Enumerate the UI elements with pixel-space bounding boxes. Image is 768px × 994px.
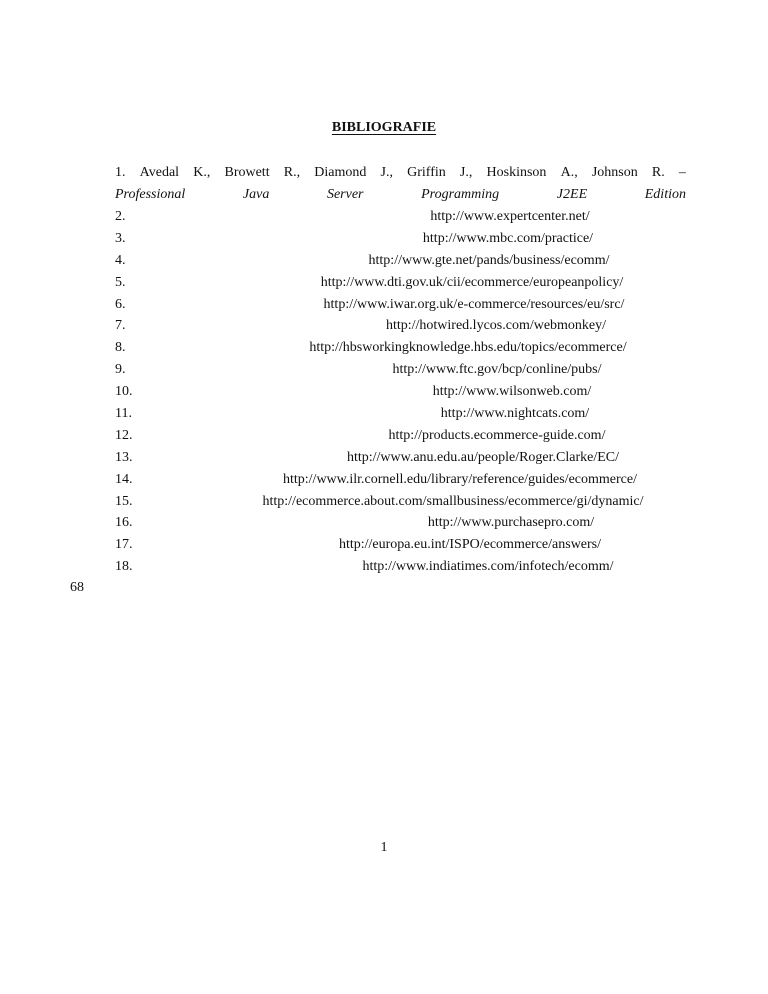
bibliography-entry	[115, 315, 715, 337]
bibliography-entry	[115, 381, 715, 403]
entry-url-link[interactable]: http://europa.eu.int/ISPO/ecommerce/answers/	[338, 537, 602, 553]
entry-1-work-word: Programming	[421, 187, 500, 202]
entry-1-author-word: A.,	[560, 165, 578, 180]
entry-number: 9.	[115, 362, 126, 378]
entry-number: 18.	[115, 559, 133, 575]
bibliography-entry	[115, 534, 715, 556]
entry-1-author-word: –	[678, 165, 686, 180]
bibliography-entry	[115, 294, 715, 316]
bibliography-list	[115, 206, 715, 578]
entry-1-work-word: Server	[326, 187, 364, 202]
page-title-text: BIBLIOGRAFIE	[331, 120, 437, 135]
entry-1-work-title	[115, 184, 686, 206]
entry-url-link[interactable]: http://hbsworkingknowledge.hbs.edu/topics/ecommerce/	[309, 340, 627, 356]
bibliography-entry	[115, 403, 715, 425]
entry-1-work-word: Edition	[644, 187, 686, 202]
page-number: 1	[380, 840, 388, 855]
entry-number: 5.	[115, 274, 126, 290]
entry-url-link[interactable]: http://products.ecommerce-guide.com/	[388, 427, 606, 443]
bibliography-entry	[115, 556, 715, 578]
entry-number: 12.	[115, 427, 133, 443]
entry-url-link[interactable]: http://www.anu.edu.au/people/Roger.Clarke/EC/	[346, 449, 620, 465]
entry-1-author-word: R.,	[283, 165, 301, 180]
bibliography-entry	[115, 447, 715, 469]
bibliography-entry	[115, 425, 715, 447]
bibliography-entry	[115, 272, 715, 294]
entry-number: 15.	[115, 493, 133, 509]
entry-number: 13.	[115, 449, 133, 465]
entry-1-authors-line	[115, 162, 686, 184]
entry-1-author-word: Griffin	[407, 165, 446, 180]
entry-1-author-word: Avedal	[139, 165, 180, 180]
entry-number: 11.	[115, 406, 132, 422]
entry-url-link[interactable]: http://www.purchasepro.com/	[427, 515, 595, 531]
entry-1-author-word: Hoskinson	[486, 165, 547, 180]
entry-number: 3.	[115, 230, 126, 246]
entry-url-link[interactable]: http://www.dti.gov.uk/cii/ecommerce/europeanpolicy/	[320, 274, 624, 290]
bibliography-entry	[115, 250, 715, 272]
entry-url-link[interactable]: http://hotwired.lycos.com/webmonkey/	[385, 318, 607, 334]
entry-url-link[interactable]: http://www.gte.net/pands/business/ecomm/	[368, 252, 610, 268]
entry-1-author-word: J.,	[380, 165, 393, 180]
entry-url-link[interactable]: http://www.ftc.gov/bcp/conline/pubs/	[392, 362, 602, 378]
entry-1-work-word: Java	[242, 187, 270, 202]
entry-url-link[interactable]: http://www.nightcats.com/	[440, 406, 590, 422]
bibliography-entry	[115, 359, 715, 381]
bibliography-entry-1	[115, 162, 686, 206]
entry-1-author-word: R.	[651, 165, 665, 180]
entry-url-link[interactable]: http://www.iwar.org.uk/e-commerce/resources/eu/src/	[323, 296, 625, 312]
entry-number: 16.	[115, 515, 133, 531]
bibliography-entry	[115, 491, 715, 513]
entry-1-work-word: Professional	[115, 187, 186, 202]
entry-url-link[interactable]: http://ecommerce.about.com/smallbusiness/ecommerce/gi/dynamic/	[262, 493, 644, 509]
entry-1-number: 1.	[115, 165, 126, 180]
bibliography-entry	[115, 512, 715, 534]
entry-url-link[interactable]: http://www.wilsonweb.com/	[432, 384, 592, 400]
entry-1-author-word: J.,	[459, 165, 473, 180]
entry-number: 7.	[115, 318, 126, 334]
stray-page-number: 68	[70, 580, 84, 595]
entry-1-author-word: Browett	[224, 165, 270, 180]
page-title	[0, 120, 768, 136]
entry-1-work-word: J2EE	[556, 187, 588, 202]
bibliography-entry	[115, 228, 715, 250]
entry-1-author-word: K.,	[193, 165, 211, 180]
entry-number: 8.	[115, 340, 126, 356]
bibliography-entry	[115, 206, 715, 228]
bibliography-entry	[115, 337, 715, 359]
entry-url-link[interactable]: http://www.indiatimes.com/infotech/ecomm/	[362, 559, 614, 575]
entry-number: 17.	[115, 537, 133, 553]
entry-url-link[interactable]: http://www.ilr.cornell.edu/library/reference/guides/ecommerce/	[282, 471, 638, 487]
entry-number: 10.	[115, 384, 133, 400]
entry-1-author-word: Diamond	[314, 165, 367, 180]
entry-url-link[interactable]: http://www.mbc.com/practice/	[422, 230, 594, 246]
entry-number: 14.	[115, 471, 133, 487]
entry-number: 4.	[115, 252, 126, 268]
entry-url-link[interactable]: http://www.expertcenter.net/	[430, 209, 590, 224]
entry-number: 6.	[115, 296, 126, 312]
bibliography-entry	[115, 469, 715, 491]
entry-1-author-word: Johnson	[591, 165, 638, 180]
entry-number: 2.	[115, 209, 126, 224]
